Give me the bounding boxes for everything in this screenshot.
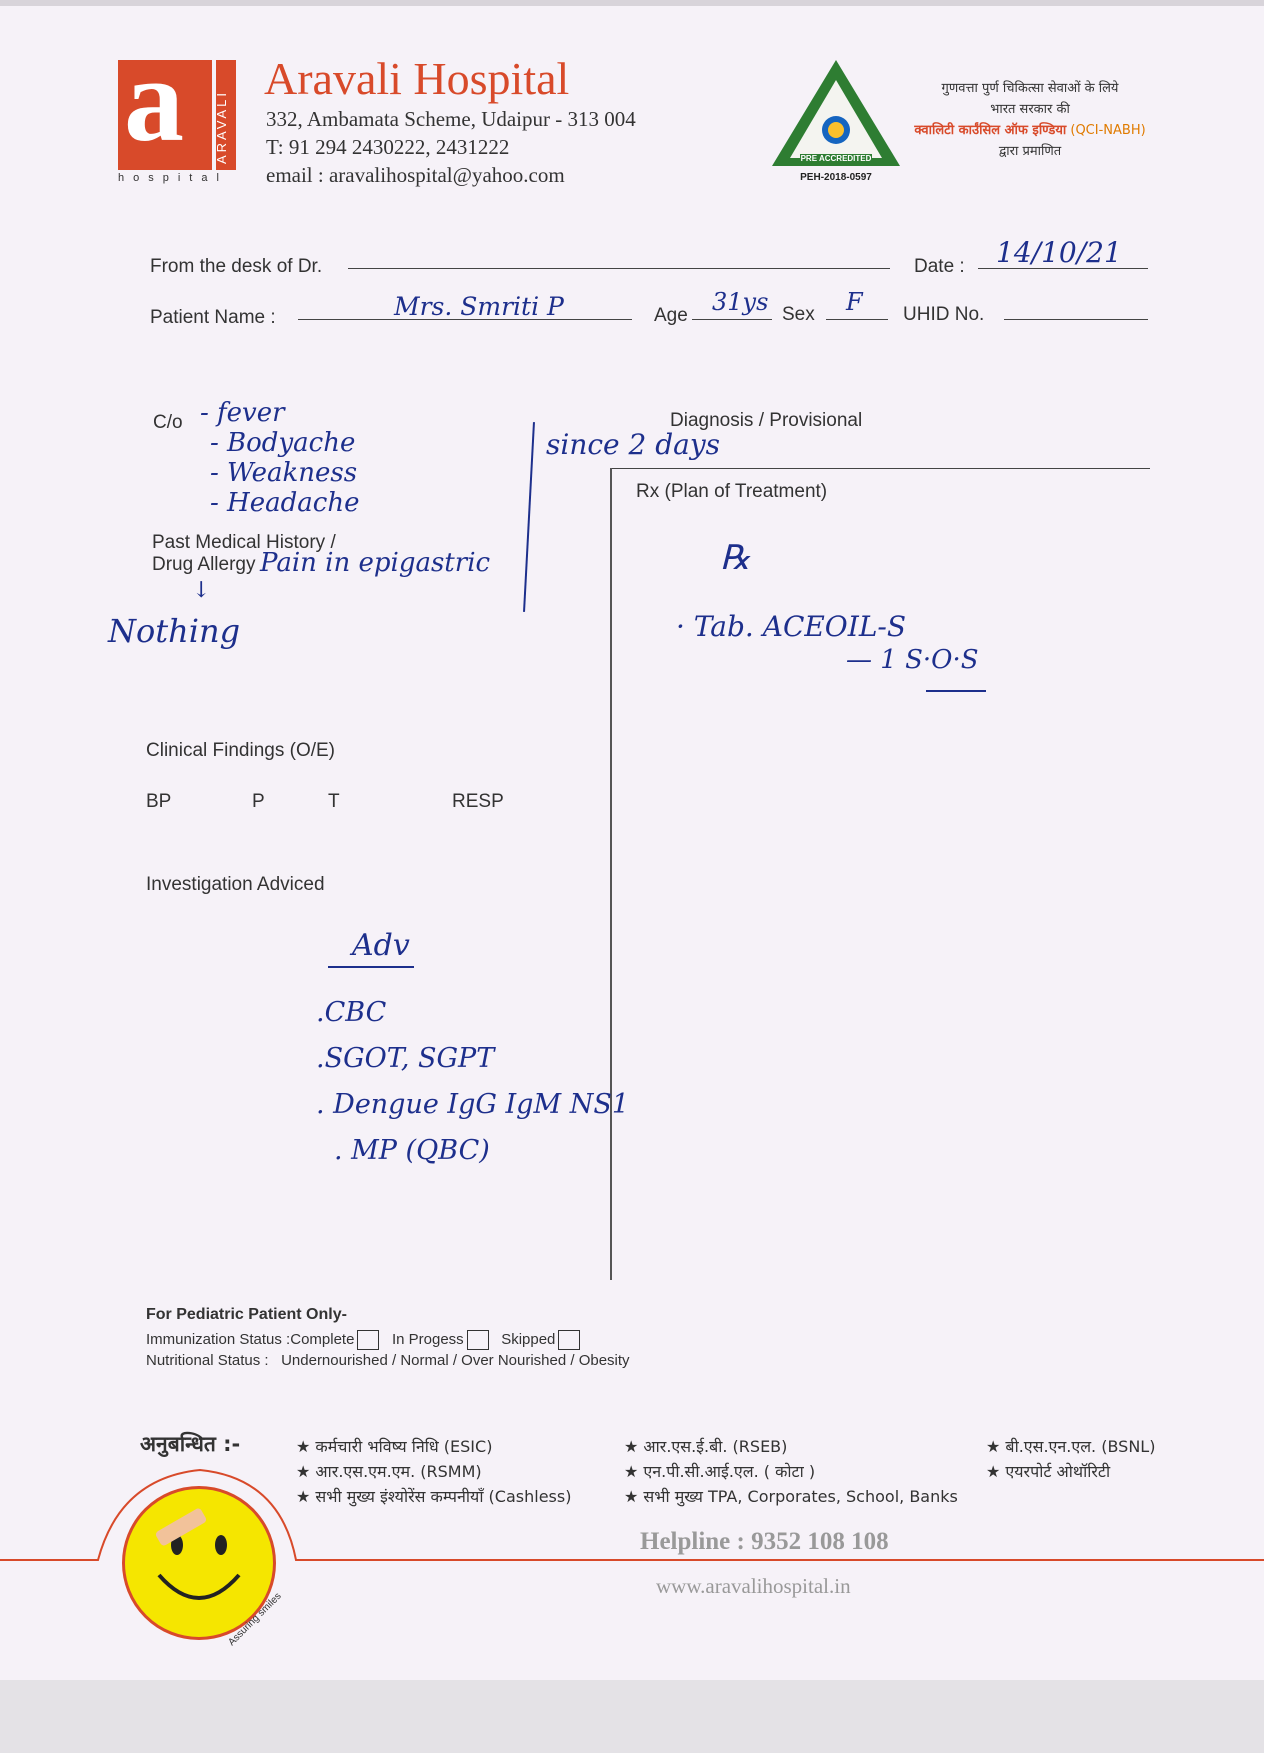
complaint-item: - Bodyache <box>210 428 356 458</box>
patient-name-value: Mrs. Smriti P <box>394 292 564 321</box>
footer-affiliate: ★ आर.एस.एम.एम. (RSMM) <box>296 1462 482 1481</box>
allergy-arrow-icon: ↓ <box>192 578 211 603</box>
past-medical-history-label: Past Medical History / <box>152 532 336 553</box>
footer-affiliate: ★ बी.एस.एन.एल. (BSNL) <box>986 1437 1156 1456</box>
pediatric-title: For Pediatric Patient Only- <box>146 1306 347 1323</box>
diagnosis-divider <box>610 468 1150 469</box>
badge-label: PRE ACCREDITED <box>800 154 872 163</box>
investigation-list <box>316 990 629 1174</box>
hospital-address: 332, Ambamata Scheme, Udaipur - 313 004 <box>266 107 636 131</box>
footer-affiliate: ★ सभी मुख्य TPA, Corporates, School, Banks <box>624 1487 958 1506</box>
uhid-line <box>1004 319 1148 320</box>
anubandhit-label: अनुबन्धित :- <box>140 1432 241 1456</box>
rx-symbol: ℞ <box>720 538 751 578</box>
clinical-findings-label: Clinical Findings (O/E) <box>146 740 335 761</box>
drug-allergy-label: Drug Allergy <box>152 554 256 575</box>
hospital-phone: T: 91 294 2430222, 2431222 <box>266 135 510 159</box>
pmh-value: Pain in epigastric <box>260 548 491 578</box>
hindi-cert-line-4: द्वारा प्रमाणित <box>998 144 1062 159</box>
doctor-name-line <box>348 268 890 269</box>
page-top-edge <box>0 0 1264 6</box>
footer-affiliate: ★ एयरपोर्ट ओथॉरिटी <box>986 1462 1111 1481</box>
nutrition-row <box>146 1352 630 1369</box>
rx-dose-underline <box>926 690 986 692</box>
diagnosis-label: Diagnosis / Provisional <box>670 410 863 431</box>
complaint-item: - Weakness <box>210 458 358 488</box>
sex-label: Sex <box>782 304 815 325</box>
complaint-item: - fever <box>200 398 285 428</box>
footer-affiliate: ★ एन.पी.सी.आई.एल. ( कोटा ) <box>624 1462 816 1481</box>
investigation-label: Investigation Adviced <box>146 874 325 895</box>
hindi-cert-line-1: गुणवत्ता पुर्ण चिकित्सा सेवाओं के लिये <box>941 81 1119 96</box>
rx-item: · Tab. ACEOIL-S <box>676 610 907 643</box>
desk-label: From the desk of Dr. <box>150 256 323 277</box>
hindi-certification <box>880 78 1180 162</box>
helpline: Helpline : 9352 108 108 <box>640 1528 889 1555</box>
footer-affiliate: ★ कर्मचारी भविष्य निधि (ESIC) <box>296 1437 493 1456</box>
hospital-name: Aravali Hospital <box>264 53 570 104</box>
sex-value: F <box>846 288 863 316</box>
immunization-label: Immunization Status : <box>146 1330 291 1348</box>
footer-affiliate: ★ आर.एस.ई.बी. (RSEB) <box>624 1437 788 1456</box>
hindi-cert-line-3: क्वालिटी कार्उंसिल ऑफ इण्डिया <box>914 123 1067 138</box>
co-label: C/o <box>153 412 183 433</box>
complaints-bracket-line <box>523 422 535 612</box>
investigation-header-underline <box>328 966 414 968</box>
nutrition-values: Undernourished / Normal / Over Nourished / Obesity <box>281 1352 630 1369</box>
rx-dose: — 1 S·O·S <box>846 645 979 675</box>
smiley-caption: Assuring smiles <box>226 1590 284 1649</box>
age-value: 31ys <box>712 288 769 316</box>
footer-affiliate: ★ सभी मुख्य इंश्योरेंस कम्पनीयाँ (Cashless) <box>296 1487 572 1506</box>
vital-bp: BP <box>146 791 172 812</box>
date-label: Date : <box>914 256 965 277</box>
skipped-checkbox[interactable] <box>558 1330 580 1350</box>
option-complete-label: Complete <box>290 1330 355 1348</box>
option-skipped-label: Skipped <box>501 1330 556 1348</box>
investigation-header: Adv <box>352 928 410 963</box>
investigation-item: . MP (QBC) <box>334 1135 490 1166</box>
immunization-row <box>146 1330 580 1350</box>
investigation-item: .SGOT, SGPT <box>316 1043 495 1074</box>
badge-code: PEH-2018-0597 <box>800 172 872 183</box>
logo-bottom-text: hospital <box>118 172 228 184</box>
vital-pulse: P <box>252 791 265 812</box>
age-line <box>692 319 772 320</box>
vital-temp: T <box>328 791 340 812</box>
allergy-value: Nothing <box>108 612 241 650</box>
option-inprogress-label: In Progess <box>391 1330 464 1348</box>
website: www.aravalihospital.in <box>656 1574 851 1598</box>
in-progress-checkbox[interactable] <box>467 1330 489 1350</box>
hindi-cert-line-2: भारत सरकार की <box>990 102 1070 117</box>
sex-line <box>826 319 888 320</box>
logo-letter: a <box>124 33 184 166</box>
investigation-item: . Dengue IgG IgM NS1 <box>316 1089 629 1120</box>
investigation-item: .CBC <box>316 997 387 1028</box>
hospital-logo <box>118 33 236 184</box>
age-label: Age <box>654 305 688 326</box>
page-bottom-edge <box>0 1680 1264 1753</box>
patient-label: Patient Name : <box>150 307 276 328</box>
qci-nabh-label: (QCI-NABH) <box>1070 123 1146 138</box>
hospital-email: email : aravalihospital@yahoo.com <box>266 163 565 187</box>
rx-label: Rx (Plan of Treatment) <box>636 481 828 502</box>
complete-checkbox[interactable] <box>357 1330 379 1350</box>
date-value: 14/10/21 <box>996 236 1122 269</box>
complaints-list <box>200 398 359 518</box>
complaint-item: - Headache <box>210 488 360 518</box>
nutrition-label: Nutritional Status : <box>146 1352 269 1369</box>
uhid-label: UHID No. <box>903 304 985 325</box>
since-value: since 2 days <box>546 428 721 461</box>
vital-resp: RESP <box>452 791 504 812</box>
logo-side-text: ARAVALI <box>214 90 229 164</box>
